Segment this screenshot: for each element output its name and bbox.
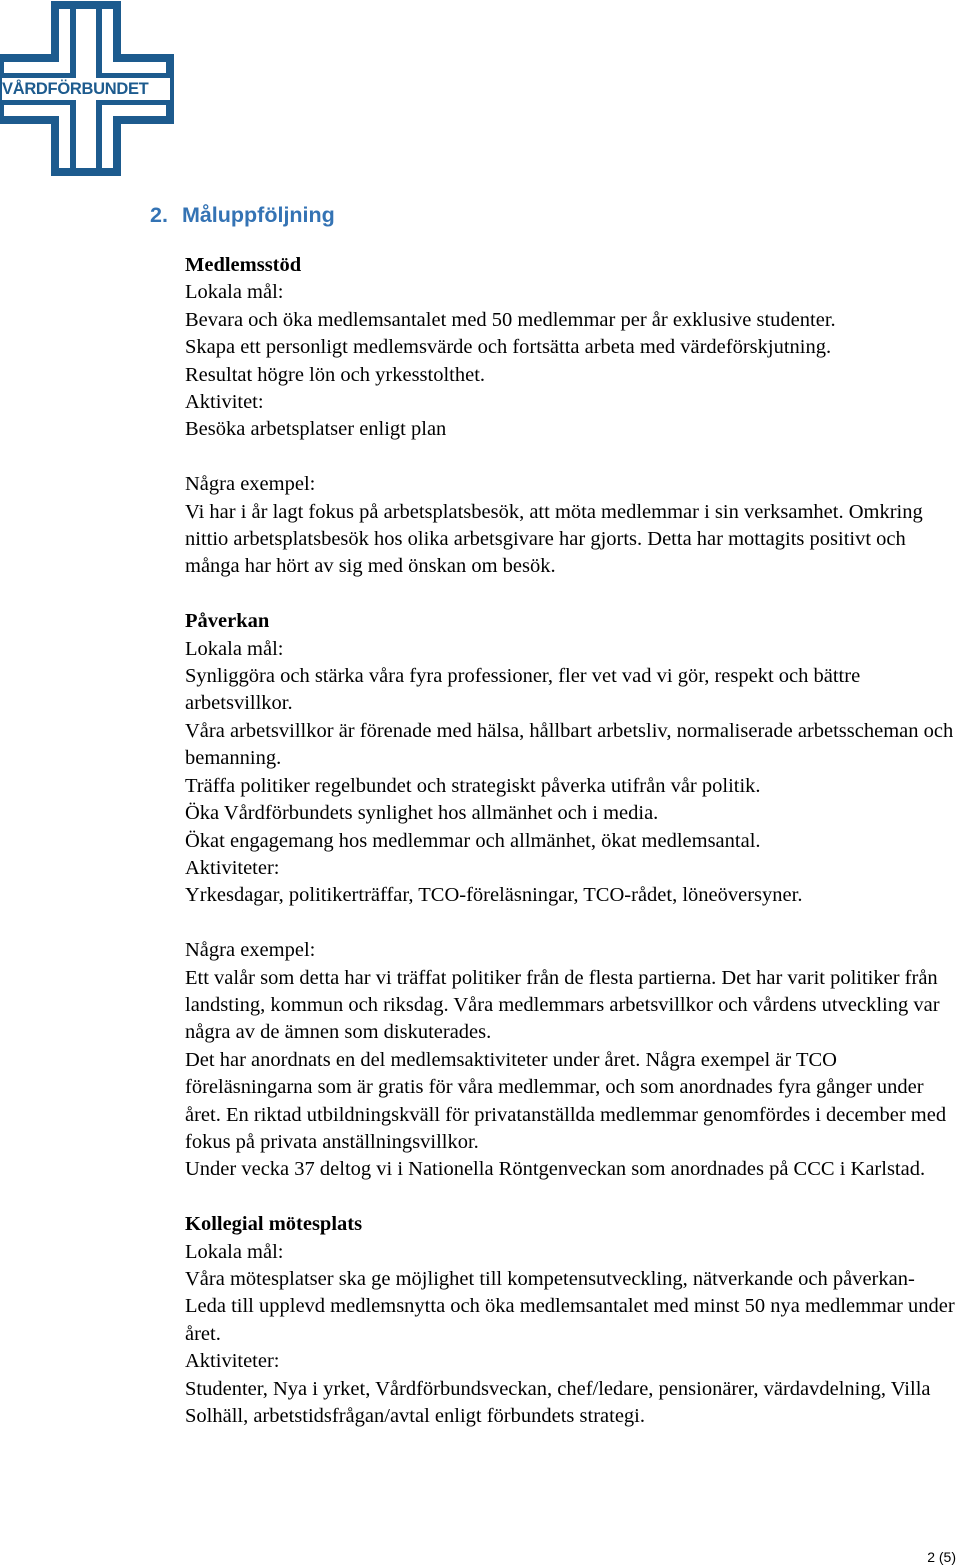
section-heading xyxy=(150,199,335,231)
section-title-medlemsstod: Medlemsstöd xyxy=(185,254,302,276)
goal-item: Skapa ett personligt medlemsvärde och fortsätta arbeta med värdeförskjutning. xyxy=(185,336,832,359)
goals-label: Lokala mål: xyxy=(185,1240,284,1263)
goal-item: Bevara och öka medlemsantalet med 50 medlemmar per år exklusive studenter. xyxy=(185,308,836,331)
goal-item: Träffa politiker regelbundet och strategiskt påverka utifrån vår politik. xyxy=(185,774,761,797)
paragraph-gap xyxy=(185,581,957,608)
example-paragraph: Under vecka 37 deltog vi i Nationella Röntgenveckan som anordnades på CCC i Karlstad. xyxy=(185,1158,926,1181)
page-number: 2 (5) xyxy=(927,1549,956,1565)
examples-label: Några exempel: xyxy=(185,473,316,496)
goal-item: Öka Vårdförbundets synlighet hos allmänhet och i media. xyxy=(185,802,659,825)
heading-title: Måluppföljning xyxy=(181,203,335,227)
paragraph-gap xyxy=(185,1184,957,1211)
example-paragraph: Det har anordnats en del medlemsaktiviteter under året. Några exempel är TCO föreläsningarna som är gratis för våra medlemmar, och som anordnades fyra gånger under året. En riktad utbildningskväll för privatanställda medlemmar genomfördes i december med fokus på privata anställningsvillkor. xyxy=(185,1048,947,1153)
document-body xyxy=(185,252,957,1430)
paragraph-gap xyxy=(185,910,957,937)
example-paragraph: Vi har i år lagt fokus på arbetsplatsbesök, att möta medlemmar i sin verksamhet. Omkring nittio arbetsplatsbesök hos olika arbetsgivare har gjorts. Detta har mottagits positivt och många har hört av sig med önskan om besök. xyxy=(185,500,923,578)
heading-number: 2. xyxy=(150,203,168,227)
goals-label: Lokala mål: xyxy=(185,281,284,304)
goal-item: Ökat engagemang hos medlemmar och allmänhet, ökat medlemsantal. xyxy=(185,829,761,852)
goals-label: Lokala mål: xyxy=(185,637,284,660)
activity-text: Studenter, Nya i yrket, Vårdförbundsveckan, chef/ledare, pensionärer, värdavdelning, Villa Solhäll, arbetstidsfrågan/avtal enligt förbundets strategi. xyxy=(185,1377,931,1427)
activity-text: Yrkesdagar, politikerträffar, TCO-föreläsningar, TCO-rådet, löneöversyner. xyxy=(185,884,803,907)
section-title-kollegial-motesplats: Kollegial mötesplats xyxy=(185,1213,363,1236)
logo-wordmark: VÅRDFÖRBUNDET xyxy=(2,78,170,100)
goal-item: Våra mötesplatser ska ge möjlighet till kompetensutveckling, nätverkande och påverkan- Leda till upplevd medlemsnytta och öka medlemsantalet med minst 50 nya medlemmar under året. xyxy=(185,1267,955,1345)
examples-label: Några exempel: xyxy=(185,939,316,962)
paragraph-gap xyxy=(185,444,957,471)
example-paragraph: Ett valår som detta har vi träffat politiker från de flesta partierna. Det har varit politiker från landsting, kommun och riksdag. Våra medlemmars arbetsvillkor och vårdens utveckling var några av de ämnen som diskuterades. xyxy=(185,966,940,1044)
goal-item: Våra arbetsvillkor är förenade med hälsa, hållbart arbetsliv, normaliserade arbetsscheman och bemanning. xyxy=(185,719,954,770)
section-title-paverkan: Påverkan xyxy=(185,610,270,633)
goal-item: Synliggöra och stärka våra fyra professioner, fler vet vad vi gör, respekt och bättre arbetsvillkor. xyxy=(185,665,861,715)
activity-label: Aktiviteter: xyxy=(185,1350,280,1373)
activity-label: Aktivitet: xyxy=(185,391,264,414)
vardforbundet-logo xyxy=(0,0,175,178)
activity-label: Aktiviteter: xyxy=(185,856,280,879)
activity-text: Besöka arbetsplatser enligt plan xyxy=(185,418,447,441)
goal-item: Resultat högre lön och yrkesstolthet. xyxy=(185,363,486,386)
